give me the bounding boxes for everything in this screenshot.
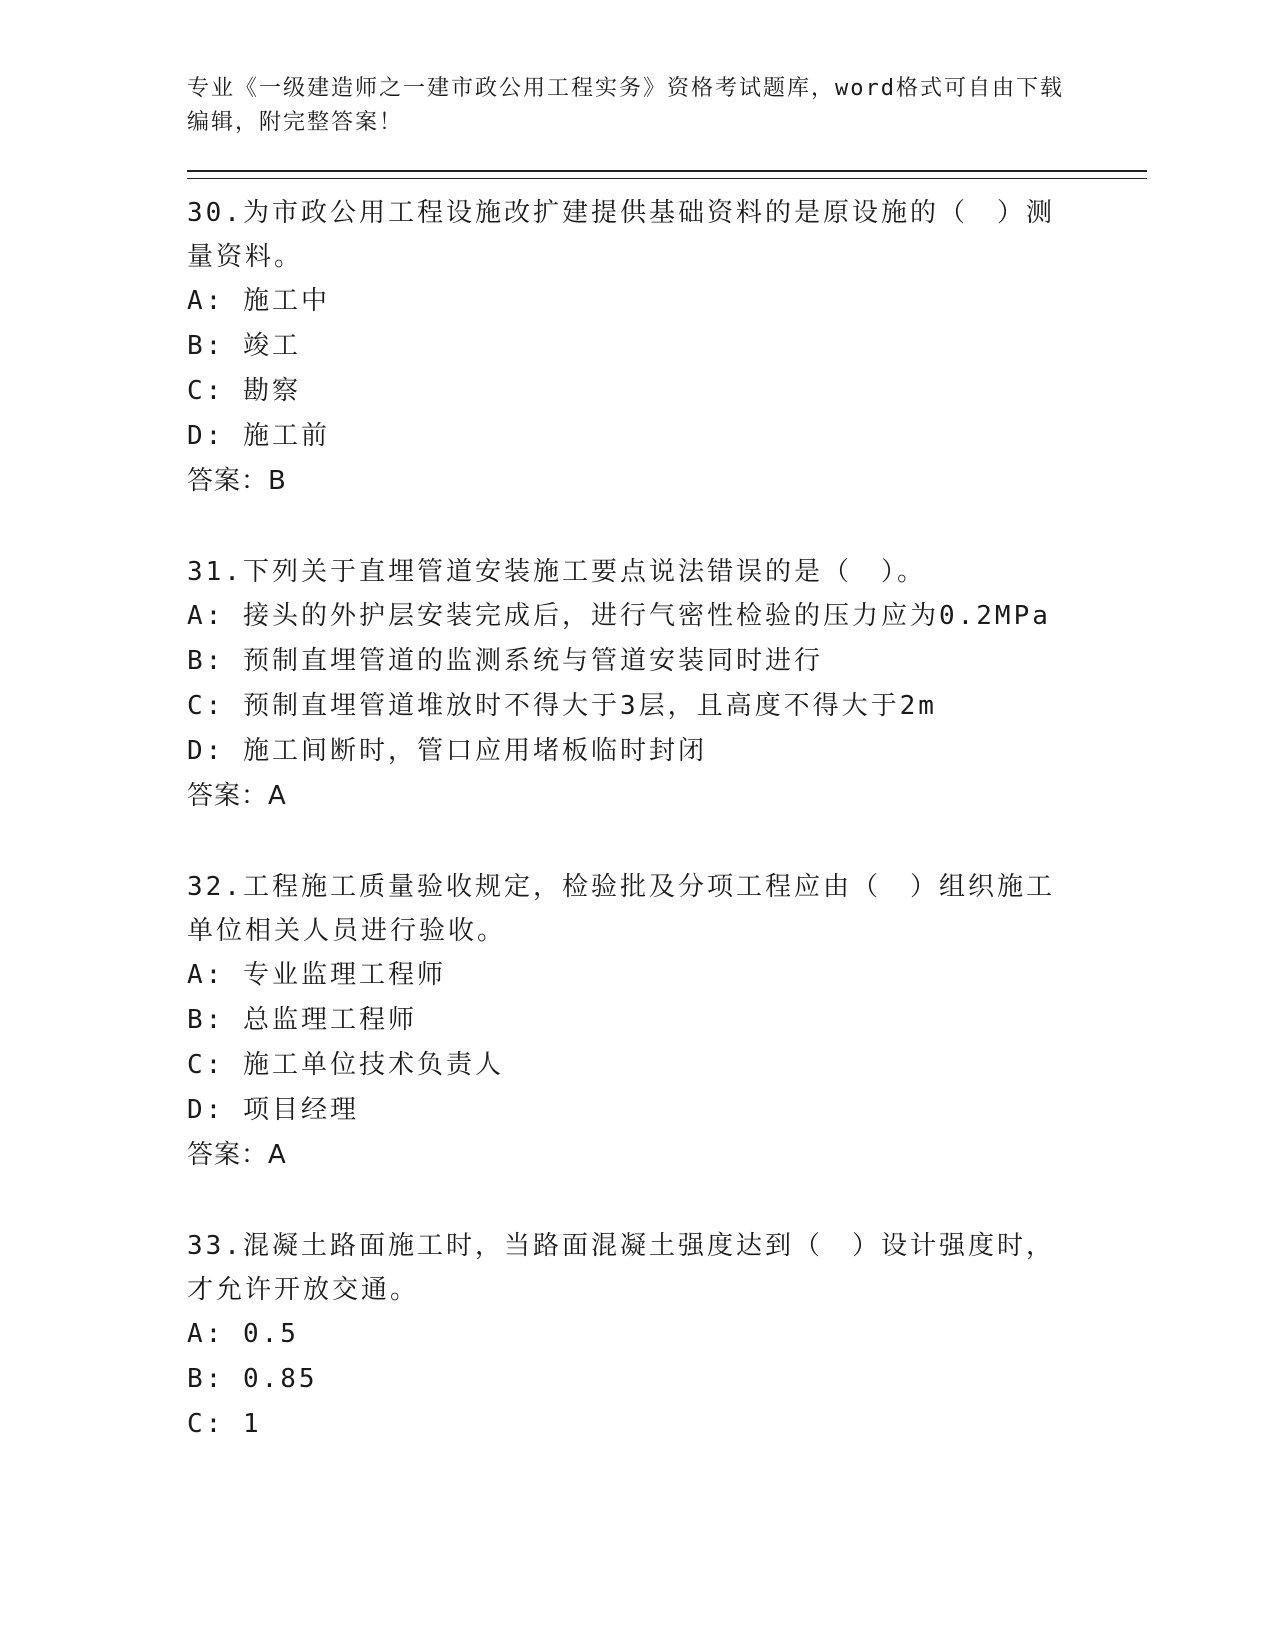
spacer [187, 504, 1147, 550]
option-b: B: 0.85 [187, 1364, 318, 1394]
question-stem: 30.为市政公用工程设施改扩建提供基础资料的是原设施的（ ）测量资料。 [187, 198, 1055, 272]
option-c: C: 预制直埋管道堆放时不得大于3层，且高度不得大于2m [187, 691, 937, 721]
question-31 [187, 550, 1147, 819]
option-c: C: 勘察 [187, 376, 301, 406]
option-a: A: 接头的外护层安装完成后，进行气密性检验的压力应为0.2MPa [187, 601, 1051, 631]
option-c: C: 施工单位技术负责人 [187, 1050, 504, 1080]
option-d: D: 施工间断时，管口应用堵板临时封闭 [187, 736, 707, 766]
option-b: B: 竣工 [187, 331, 301, 361]
option-d: D: 施工前 [187, 421, 330, 451]
question-30 [187, 191, 1147, 504]
question-stem: 31.下列关于直埋管道安装施工要点说法错误的是（ ）。 [187, 557, 926, 587]
question-stem: 33.混凝土路面施工时，当路面混凝土强度达到（ ）设计强度时，才允许开放交通。 [187, 1231, 1055, 1305]
spacer [187, 819, 1147, 865]
option-a: A: 施工中 [187, 286, 330, 316]
answer: 答案：B [187, 466, 287, 496]
answer: 答案：A [187, 1140, 287, 1170]
option-b: B: 预制直埋管道的监测系统与管道安装同时进行 [187, 646, 823, 676]
answer: 答案：A [187, 781, 287, 811]
spacer [187, 1178, 1147, 1224]
option-b: B: 总监理工程师 [187, 1005, 417, 1035]
question-stem: 32.工程施工质量验收规定，检验批及分项工程应由（ ）组织施工单位相关人员进行验收。 [187, 872, 1055, 946]
option-a: A: 专业监理工程师 [187, 960, 446, 990]
question-32 [187, 865, 1147, 1178]
option-c: C: 1 [187, 1409, 262, 1439]
document-header: 专业《一级建造师之一建市政公用工程实务》资格考试题库，word格式可自由下载编辑，附完整答案！ [187, 76, 1064, 135]
option-a: A: 0.5 [187, 1319, 299, 1349]
document-page [187, 72, 1147, 1447]
option-d: D: 项目经理 [187, 1095, 359, 1125]
question-33 [187, 1224, 1147, 1447]
header-divider [187, 170, 1147, 179]
